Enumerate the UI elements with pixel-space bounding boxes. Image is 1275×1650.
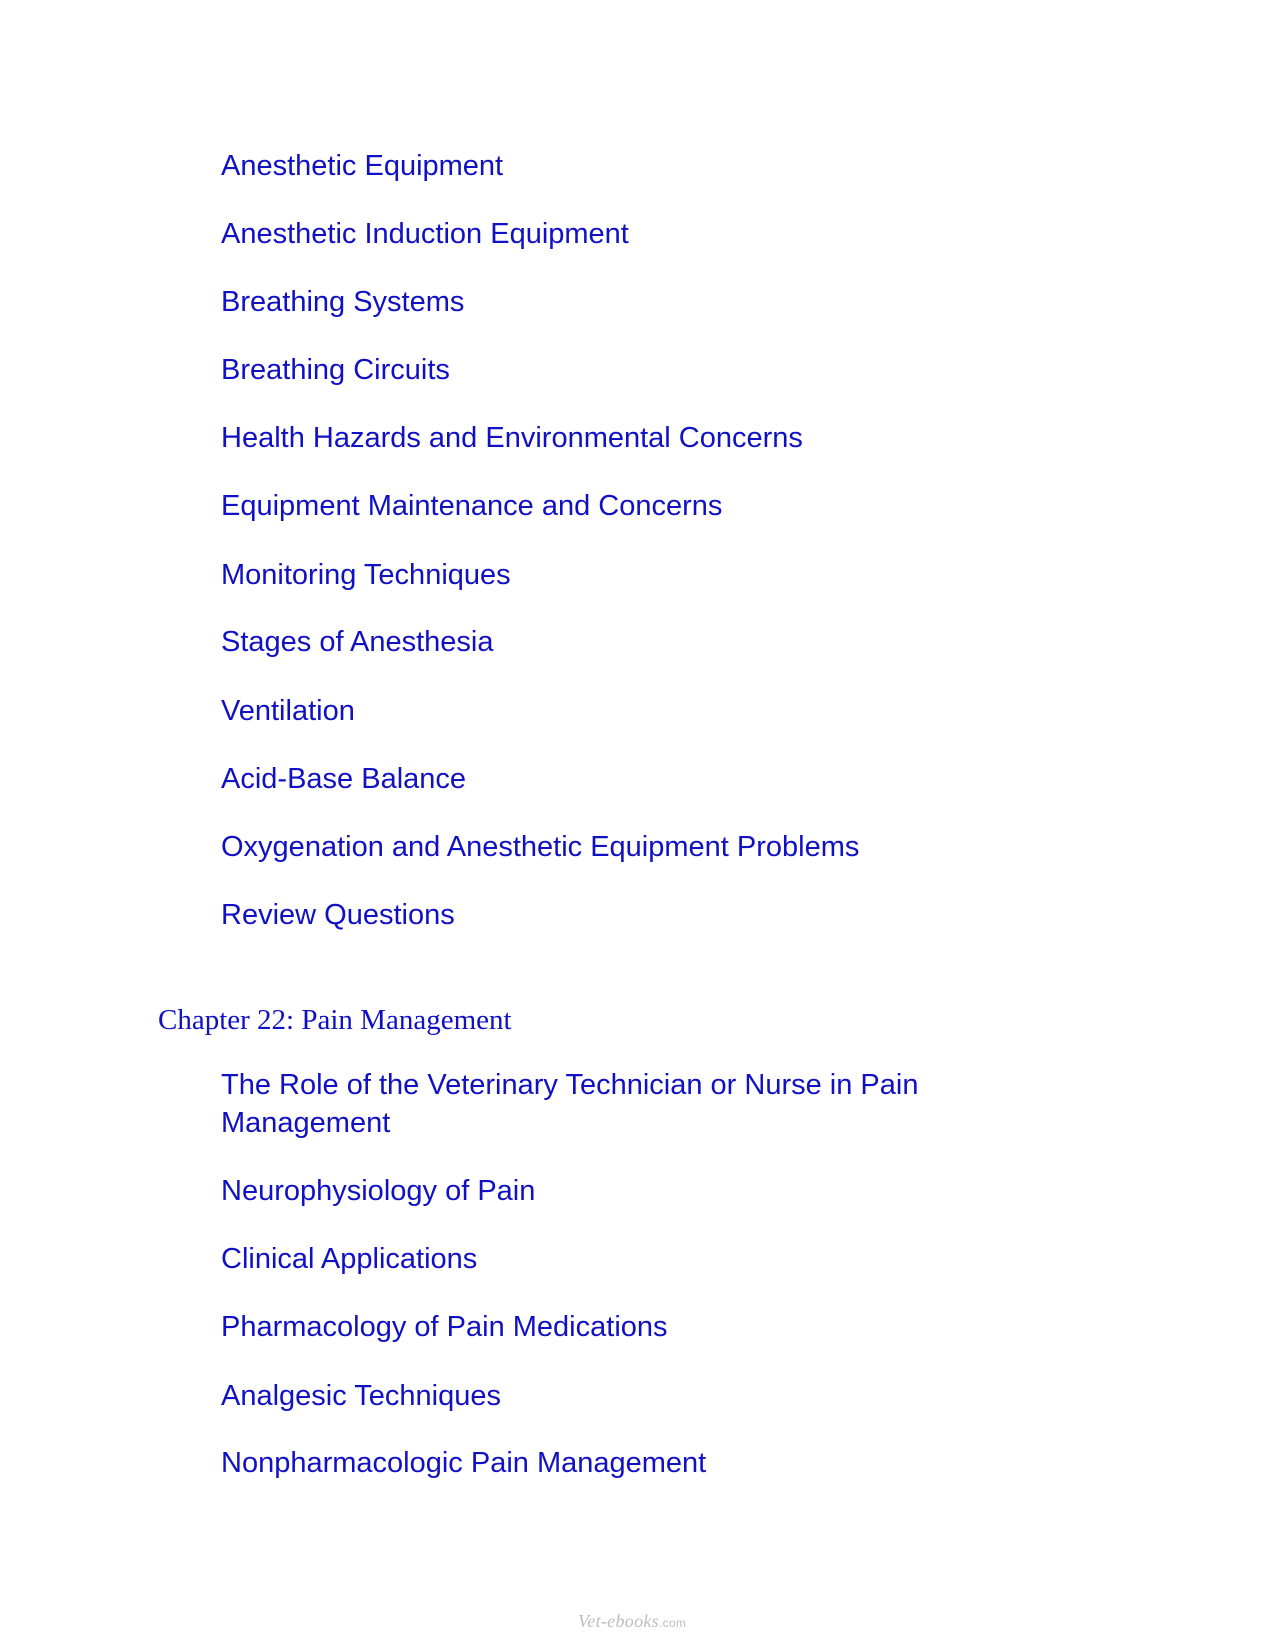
toc-link-pharmacology[interactable]: Pharmacology of Pain Medications	[221, 1311, 668, 1343]
chapter-heading: Chapter 22: Pain Management	[158, 1004, 512, 1036]
toc-link-anesthetic-equipment[interactable]: Anesthetic Equipment	[221, 150, 504, 182]
toc-link-monitoring-techniques[interactable]: Monitoring Techniques	[221, 559, 511, 591]
toc-link-neurophysiology-of-pain[interactable]: Neurophysiology of Pain	[221, 1175, 536, 1207]
toc-link-review-questions[interactable]: Review Questions	[221, 899, 455, 931]
toc-link-breathing-circuits[interactable]: Breathing Circuits	[221, 354, 450, 386]
watermark-tld: .com	[658, 1616, 687, 1630]
watermark-logo	[578, 1610, 686, 1634]
toc-link-role-of-technician[interactable]: The Role of the Veterinary Technician or Nurse in Pain Management	[221, 1069, 919, 1139]
toc-link-oxygenation-problems[interactable]: Oxygenation and Anesthetic Equipment Problems	[221, 831, 860, 863]
toc-link-health-hazards[interactable]: Health Hazards and Environmental Concerns	[221, 422, 803, 454]
toc-link-anesthetic-induction-equipment[interactable]: Anesthetic Induction Equipment	[221, 218, 629, 250]
toc-link-stages-of-anesthesia[interactable]: Stages of Anesthesia	[221, 626, 494, 658]
toc-link-ventilation[interactable]: Ventilation	[221, 695, 355, 727]
toc-link-analgesic-techniques[interactable]: Analgesic Techniques	[221, 1380, 501, 1412]
toc-link-clinical-applications[interactable]: Clinical Applications	[221, 1243, 478, 1275]
toc-link-equipment-maintenance[interactable]: Equipment Maintenance and Concerns	[221, 490, 723, 522]
toc-link-nonpharmacologic[interactable]: Nonpharmacologic Pain Management	[221, 1447, 707, 1479]
watermark-name: Vet-ebooks	[578, 1611, 659, 1631]
toc-link-acid-base-balance[interactable]: Acid-Base Balance	[221, 763, 467, 795]
toc-link-breathing-systems[interactable]: Breathing Systems	[221, 286, 465, 318]
